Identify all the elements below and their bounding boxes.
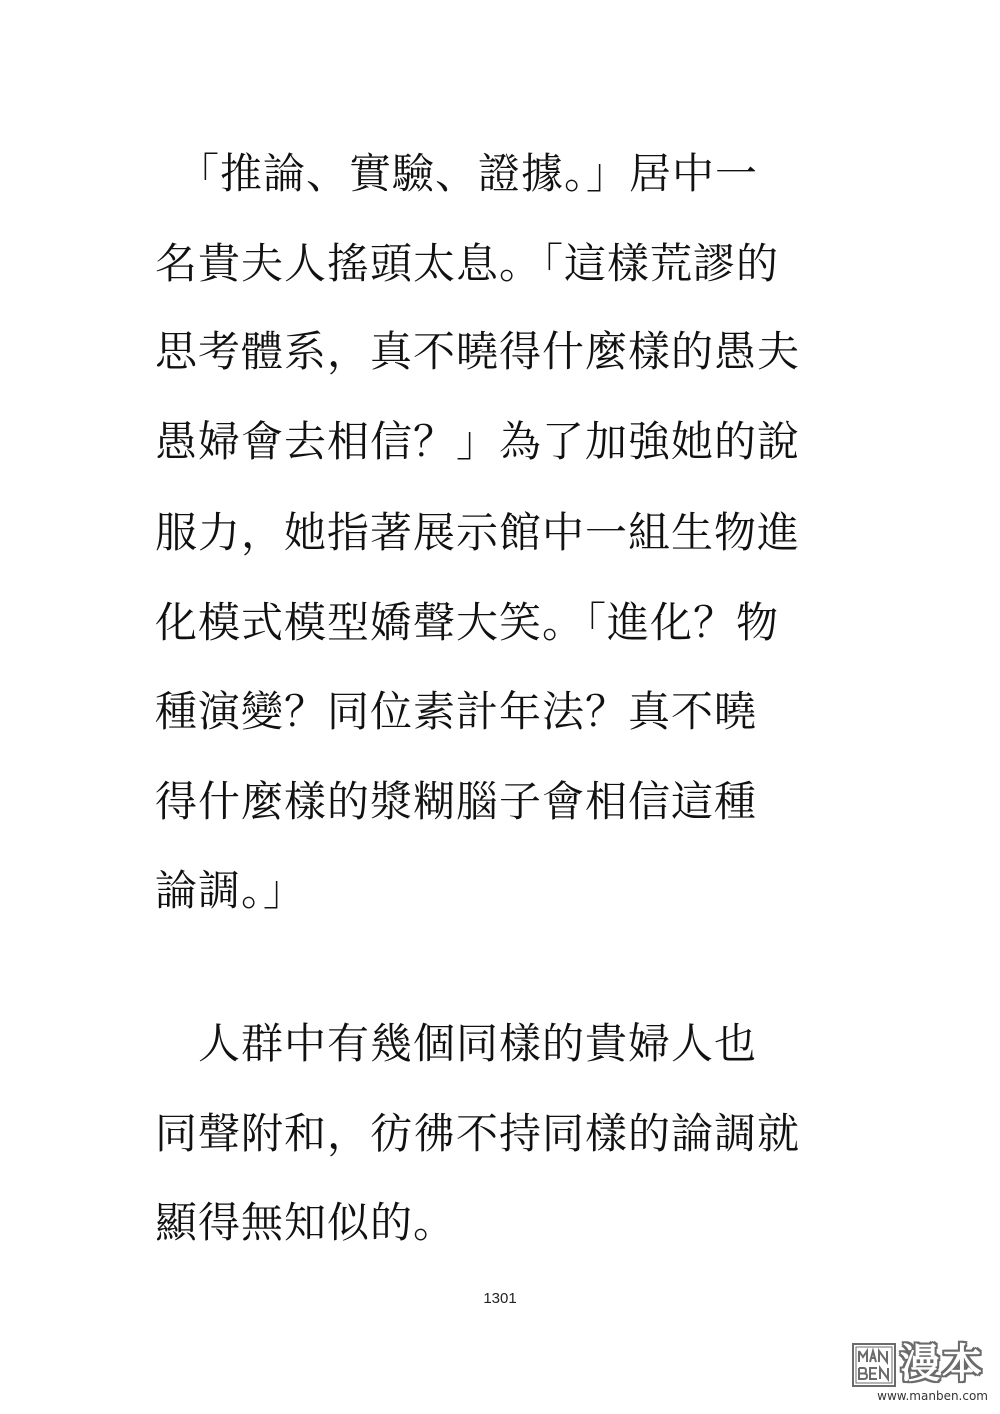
page-number: 1301 xyxy=(483,1290,517,1307)
text-line: 愚婦會去相信？」為了加強她的說 xyxy=(155,417,801,466)
text-line: 論調。」 xyxy=(155,866,307,915)
text-line: 得什麼樣的漿糊腦子會相信這種 xyxy=(155,777,758,826)
text-line: 名貴夫人搖頭太息。「這樣荒謬的 xyxy=(155,239,780,288)
text-line: 服力，她指著展示館中一組生物進 xyxy=(155,508,801,557)
text-line: 同聲附和，彷彿不持同樣的論調就 xyxy=(155,1109,801,1158)
text-line: 化模式模型嬌聲大笑。「進化？物 xyxy=(155,598,780,647)
text-line: 「推論、實驗、證據。」居中一 xyxy=(155,149,759,198)
text-line: 顯得無知似的。 xyxy=(155,1198,457,1247)
manben-logo-icon xyxy=(852,1343,896,1387)
watermark-url: www.manben.com xyxy=(877,1389,988,1403)
text-line: 思考體系，真不曉得什麼樣的愚夫 xyxy=(155,327,801,376)
text-line: 種演變？同位素計年法？真不曉 xyxy=(155,687,758,736)
watermark-site-name: 漫本 xyxy=(900,1341,984,1387)
text-line: 人群中有幾個同樣的貴婦人也 xyxy=(155,1019,758,1068)
site-watermark xyxy=(852,1343,988,1405)
